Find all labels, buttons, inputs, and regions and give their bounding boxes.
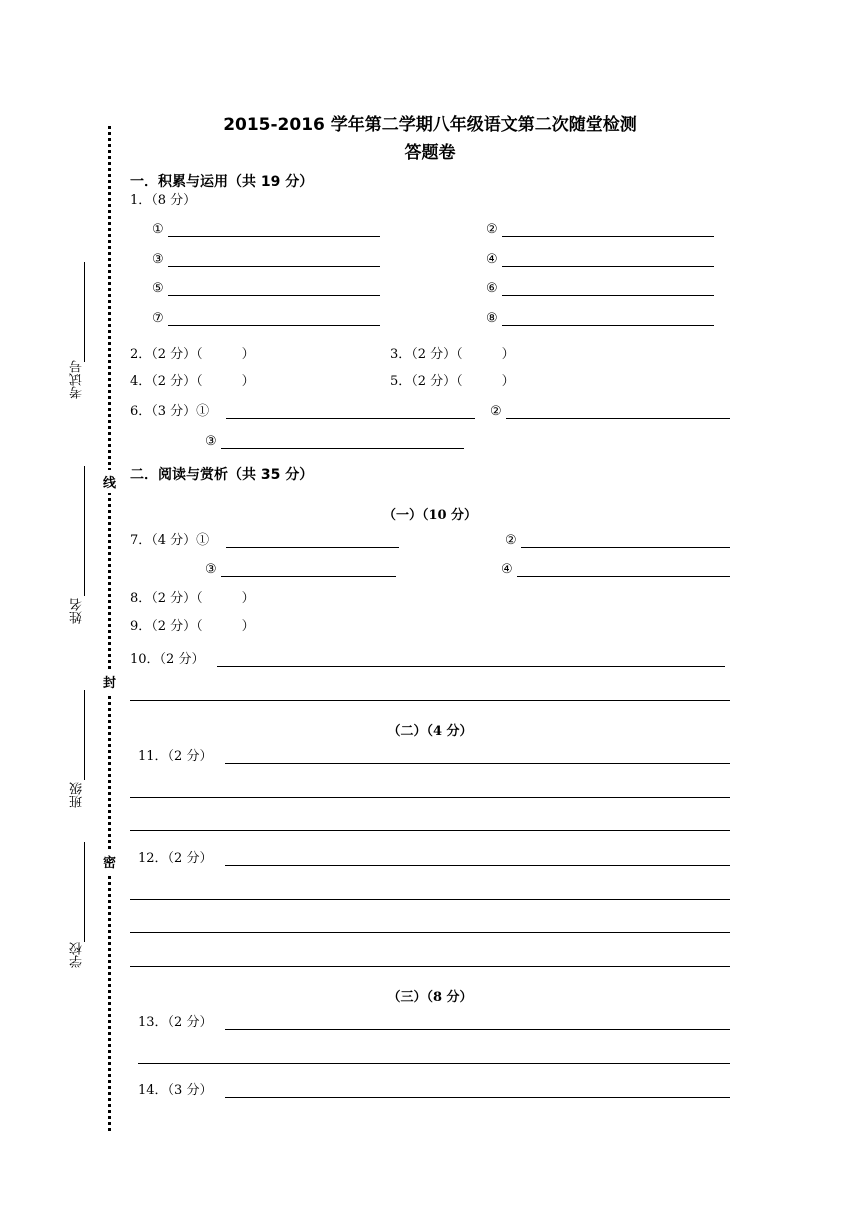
page-title: 2015-2016 学年第二学期八年级语文第二次随堂检测 — [223, 115, 637, 135]
part3-heading: （三）（8 分） — [387, 990, 473, 1005]
exam-number-label: 考试号 — [70, 360, 85, 399]
q13-label: 13．（2 分） — [138, 1015, 213, 1030]
q1-mark-1: ① — [152, 222, 164, 237]
q11-answer-line-3[interactable] — [130, 830, 730, 831]
q3-label[interactable]: 3．（2 分）（ ） — [390, 347, 515, 362]
q7-answer-3[interactable] — [221, 576, 396, 577]
q12-label: 12．（2 分） — [138, 851, 213, 866]
q7-answer-4[interactable] — [517, 576, 730, 577]
q7-mark-2: ② — [505, 533, 517, 548]
q12-answer-line-2[interactable] — [130, 899, 730, 900]
q6-mark-3: ③ — [205, 434, 217, 449]
q6-answer-2[interactable] — [506, 418, 730, 419]
seal-dotted-line — [108, 126, 111, 1131]
q6-answer-3[interactable] — [221, 448, 464, 449]
exam-number-line[interactable] — [84, 262, 85, 362]
q10-answer-line-1[interactable] — [217, 666, 725, 667]
q12-answer-line-3[interactable] — [130, 932, 730, 933]
class-label: 班级 — [70, 782, 85, 808]
seal-char-seal: 封 — [103, 670, 116, 693]
q1-answer-8[interactable] — [502, 325, 714, 326]
q1-answer-5[interactable] — [168, 295, 380, 296]
q1-answer-7[interactable] — [168, 325, 380, 326]
part1-heading: （一）（10 分） — [382, 508, 478, 523]
q1-answer-3[interactable] — [168, 266, 380, 267]
q6-answer-1[interactable] — [226, 418, 475, 419]
q10-answer-line-2[interactable] — [130, 700, 730, 701]
q14-label: 14．（3 分） — [138, 1083, 213, 1098]
q9-label[interactable]: 9．（2 分）（ ） — [130, 619, 255, 634]
q1-answer-1[interactable] — [168, 236, 380, 237]
page-subtitle: 答题卷 — [404, 143, 456, 163]
q11-label: 11．（2 分） — [138, 749, 213, 764]
q7-mark-4: ④ — [501, 562, 513, 577]
q1-label: 1．（8 分） — [130, 193, 197, 208]
q11-answer-line-2[interactable] — [130, 797, 730, 798]
q10-label: 10．（2 分） — [130, 652, 205, 667]
school-label: 学校 — [70, 942, 85, 968]
section1-heading: 一．积累与运用（共 19 分） — [130, 174, 314, 190]
q7-label: 7．（4 分）① — [130, 533, 210, 548]
q7-answer-2[interactable] — [521, 547, 730, 548]
section2-heading: 二．阅读与赏析（共 35 分） — [130, 467, 314, 483]
q14-answer-line-1[interactable] — [225, 1097, 730, 1098]
q7-mark-3: ③ — [205, 562, 217, 577]
q4-label[interactable]: 4．（2 分）（ ） — [130, 374, 255, 389]
part2-heading: （二）（4 分） — [387, 724, 473, 739]
q2-label[interactable]: 2．（2 分）（ ） — [130, 347, 255, 362]
q12-answer-line-1[interactable] — [225, 865, 730, 866]
q13-answer-line-2[interactable] — [138, 1063, 730, 1064]
q1-mark-8: ⑧ — [486, 311, 498, 326]
q6-mark-2: ② — [490, 404, 502, 419]
q11-answer-line-1[interactable] — [225, 763, 730, 764]
q1-mark-2: ② — [486, 222, 498, 237]
seal-char-line: 线 — [103, 470, 116, 493]
name-label: 姓名 — [70, 598, 85, 624]
q5-label[interactable]: 5．（2 分）（ ） — [390, 374, 515, 389]
q12-answer-line-4[interactable] — [130, 966, 730, 967]
q13-answer-line-1[interactable] — [225, 1029, 730, 1030]
q7-answer-1[interactable] — [226, 547, 399, 548]
q8-label[interactable]: 8．（2 分）（ ） — [130, 591, 255, 606]
seal-char-secret: 密 — [103, 850, 116, 873]
q1-mark-4: ④ — [486, 252, 498, 267]
q1-mark-3: ③ — [152, 252, 164, 267]
q6-label: 6．（3 分）① — [130, 404, 210, 419]
q1-mark-5: ⑤ — [152, 281, 164, 296]
q1-answer-6[interactable] — [502, 295, 714, 296]
q1-answer-2[interactable] — [502, 236, 714, 237]
name-line[interactable] — [84, 466, 85, 596]
q1-answer-4[interactable] — [502, 266, 714, 267]
school-line[interactable] — [84, 842, 85, 942]
q1-mark-6: ⑥ — [486, 281, 498, 296]
q1-mark-7: ⑦ — [152, 311, 164, 326]
